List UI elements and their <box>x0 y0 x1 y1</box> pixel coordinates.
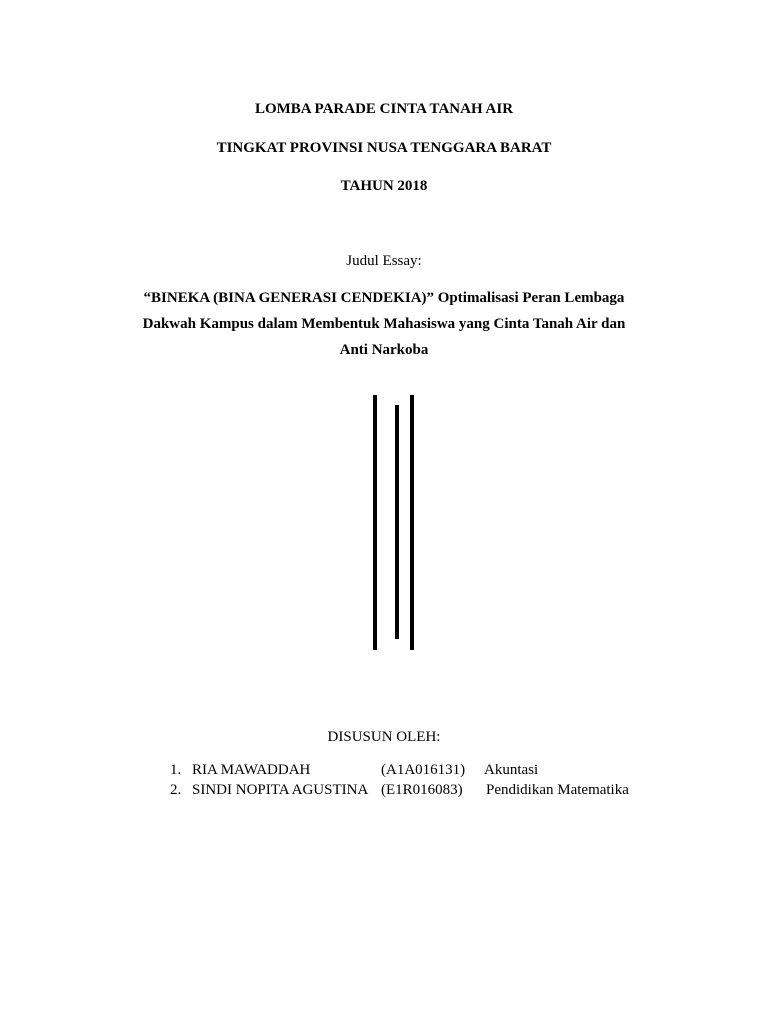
author-program: Akuntasi <box>484 762 539 778</box>
essay-title-line-1: “BINEKA (BINA GENERASI CENDEKIA)” Optimalisasi Peran Lembaga <box>143 290 625 306</box>
author-student-id: (E1R016083) <box>381 782 463 798</box>
logo-bar-middle <box>395 405 399 639</box>
author-item <box>0 760 768 780</box>
competition-level: TINGKAT PROVINSI NUSA TENGGARA BARAT <box>216 140 552 156</box>
logo-bar-right <box>410 395 414 650</box>
author-item <box>0 780 768 800</box>
competition-year: TAHUN 2018 <box>340 178 428 194</box>
author-student-id: (A1A016131) <box>381 762 466 778</box>
essay-title-line-2: Dakwah Kampus dalam Membentuk Mahasiswa yang Cinta Tanah Air dan <box>142 316 626 332</box>
author-name: SINDI NOPITA AGUSTINA <box>192 782 369 798</box>
authors-heading: DISUSUN OLEH: <box>327 729 441 745</box>
author-program: Pendidikan Matematika <box>486 782 629 798</box>
author-number: 1. <box>170 762 182 778</box>
logo-bar-left <box>373 395 377 650</box>
author-name: RIA MAWADDAH <box>192 762 311 778</box>
author-number: 2. <box>170 782 182 798</box>
essay-label: Judul Essay: <box>346 253 422 269</box>
competition-title: LOMBA PARADE CINTA TANAH AIR <box>254 101 514 117</box>
essay-title-line-3: Anti Narkoba <box>339 342 429 358</box>
